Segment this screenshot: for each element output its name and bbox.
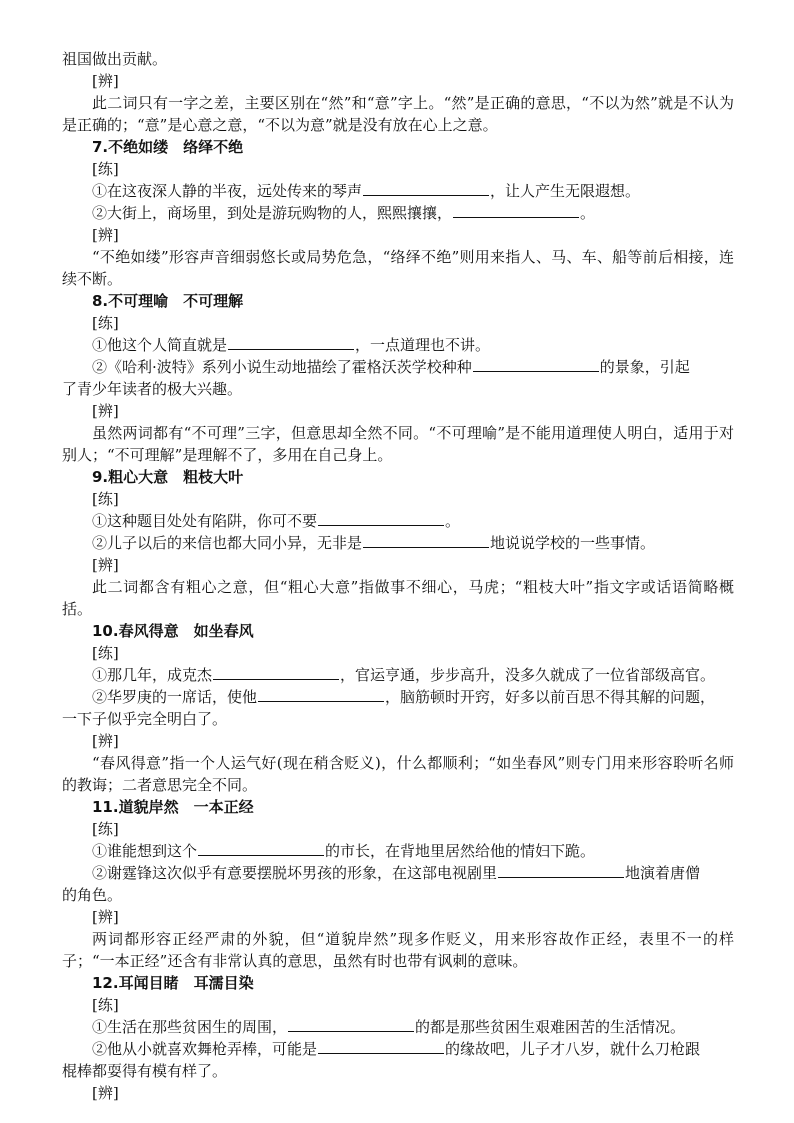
- exercise-question: [62, 334, 734, 356]
- section-title: 10.春风得意 如坐春风: [92, 622, 254, 640]
- question-text: ①那几年，成克杰: [92, 666, 213, 684]
- answer-blank[interactable]: [228, 335, 354, 350]
- question-text: ，一点道理也不讲。: [355, 336, 491, 354]
- answer-blank[interactable]: [318, 511, 444, 526]
- bian-explanation: 虽然两词都有“不可理”三字，但意思却全然不同。“不可理喻”是不能用道理使人明白，适用于对别人；“不可理解”是理解不了，多用在自己身上。: [62, 424, 734, 464]
- answer-blank[interactable]: [258, 687, 384, 702]
- exercise-question: [62, 840, 734, 862]
- lian-label: [练]: [92, 996, 119, 1014]
- question-text: ①他这个人简直就是: [92, 336, 228, 354]
- question-text: ②《哈利·波特》系列小说生动地描绘了霍格沃茨学校种种: [92, 358, 472, 376]
- question-text: 的缘故吧，儿子才八岁，就什么刀枪跟: [445, 1040, 701, 1058]
- answer-blank[interactable]: [363, 181, 489, 196]
- lian-label: [练]: [92, 820, 119, 838]
- bian-explanation: 此二词都含有粗心之意，但“粗心大意”指做事不细心，马虎；“粗枝大叶”指文字或话语简略概括。: [62, 578, 734, 618]
- question-text: 。: [445, 512, 461, 530]
- answer-blank[interactable]: [498, 863, 624, 878]
- answer-blank[interactable]: [318, 1039, 444, 1054]
- question-text: ，脑筋顿时开窍，好多以前百思不得其解的问题，: [385, 688, 716, 706]
- exercise-question-continued: 棍棒都耍得有模有样了。: [62, 1062, 228, 1080]
- section-title: 8.不可理喻 不可理解: [92, 292, 244, 310]
- lian-label: [练]: [92, 644, 119, 662]
- question-text: 的都是那些贫困生艰难困苦的生活情况。: [415, 1018, 686, 1036]
- bian-label: [辨]: [92, 556, 119, 574]
- bian-explanation: “不绝如缕”形容声音细弱悠长或局势危急，“络绎不绝”则用来指人、马、车、船等前后相接，连续不断。: [62, 248, 734, 288]
- question-text: 的市长，在背地里居然给他的情妇下跪。: [325, 842, 596, 860]
- section-title: 9.粗心大意 粗枝大叶: [92, 468, 244, 486]
- question-text: ①这种题目处处有陷阱，你可不要: [92, 512, 318, 530]
- section-title: 12.耳闻目睹 耳濡目染: [92, 974, 254, 992]
- section-title: 11.道貌岸然 一本正经: [92, 798, 254, 816]
- answer-blank[interactable]: [213, 665, 339, 680]
- exercise-question: [62, 356, 734, 378]
- bian-label: [辨]: [92, 402, 119, 420]
- exercise-question-continued: 了青少年读者的极大兴趣。: [62, 380, 243, 398]
- bian-explanation: 两词都形容正经严肃的外貌，但“道貌岸然”现多作贬义，用来形容故作正经，表里不一的样子；“一本正经”还含有非常认真的意思，虽然有时也带有讽刺的意味。: [62, 930, 734, 970]
- exercise-question: [62, 202, 734, 224]
- question-text: 的景象，引起: [599, 358, 690, 376]
- question-text: ①谁能想到这个: [92, 842, 198, 860]
- exercise-question-continued: 的角色。: [62, 886, 123, 904]
- question-text: ②儿子以后的来信也都大同小异，无非是: [92, 534, 363, 552]
- exercise-question: [62, 180, 734, 202]
- exercise-question: [62, 686, 734, 708]
- paragraph-continuation: 祖国做出贡献。: [62, 50, 168, 68]
- exercise-question: [62, 510, 734, 532]
- lian-label: [练]: [92, 160, 119, 178]
- answer-blank[interactable]: [363, 533, 489, 548]
- question-text: 地演着唐僧: [625, 864, 701, 882]
- question-text: ②谢霆锋这次似乎有意要摆脱坏男孩的形象，在这部电视剧里: [92, 864, 498, 882]
- answer-blank[interactable]: [473, 357, 599, 372]
- question-text: ①生活在那些贫困生的周围，: [92, 1018, 288, 1036]
- bian-label: [辨]: [92, 1084, 119, 1102]
- document-page: [62, 48, 734, 1104]
- bian-explanation: 此二词只有一字之差，主要区别在“然”和“意”字上。“然”是正确的意思，“不以为然”就是不认为是正确的；“意”是心意之意，“不以为意”就是没有放在心上之意。: [62, 94, 734, 134]
- lian-label: [练]: [92, 314, 119, 332]
- lian-label: [练]: [92, 490, 119, 508]
- question-text: 。: [580, 204, 596, 222]
- question-text: ，官运亨通，步步高升，没多久就成了一位省部级高官。: [340, 666, 716, 684]
- bian-label: [辨]: [92, 72, 119, 90]
- question-text: ②他从小就喜欢舞枪弄棒，可能是: [92, 1040, 318, 1058]
- question-text: ②华罗庚的一席话，使他: [92, 688, 258, 706]
- exercise-question: [62, 532, 734, 554]
- question-text: ，让人产生无限遐想。: [490, 182, 641, 200]
- exercise-question: [62, 1038, 734, 1060]
- exercise-question: [62, 862, 734, 884]
- answer-blank[interactable]: [288, 1017, 414, 1032]
- answer-blank[interactable]: [453, 203, 579, 218]
- bian-label: [辨]: [92, 226, 119, 244]
- bian-label: [辨]: [92, 732, 119, 750]
- section-title: 7.不绝如缕 络绎不绝: [92, 138, 244, 156]
- answer-blank[interactable]: [198, 841, 324, 856]
- exercise-question: [62, 1016, 734, 1038]
- bian-explanation: “春风得意”指一个人运气好(现在稍含贬义)，什么都顺利；“如坐春风”则专门用来形容聆听名师的教诲；二者意思完全不同。: [62, 754, 734, 794]
- question-text: ①在这夜深人静的半夜，远处传来的琴声: [92, 182, 363, 200]
- bian-label: [辨]: [92, 908, 119, 926]
- question-text: 地说说学校的一些事情。: [490, 534, 656, 552]
- exercise-question: [62, 664, 734, 686]
- question-text: ②大街上，商场里，到处是游玩购物的人，熙熙攘攘，: [92, 204, 453, 222]
- exercise-question-continued: 一下子似乎完全明白了。: [62, 710, 228, 728]
